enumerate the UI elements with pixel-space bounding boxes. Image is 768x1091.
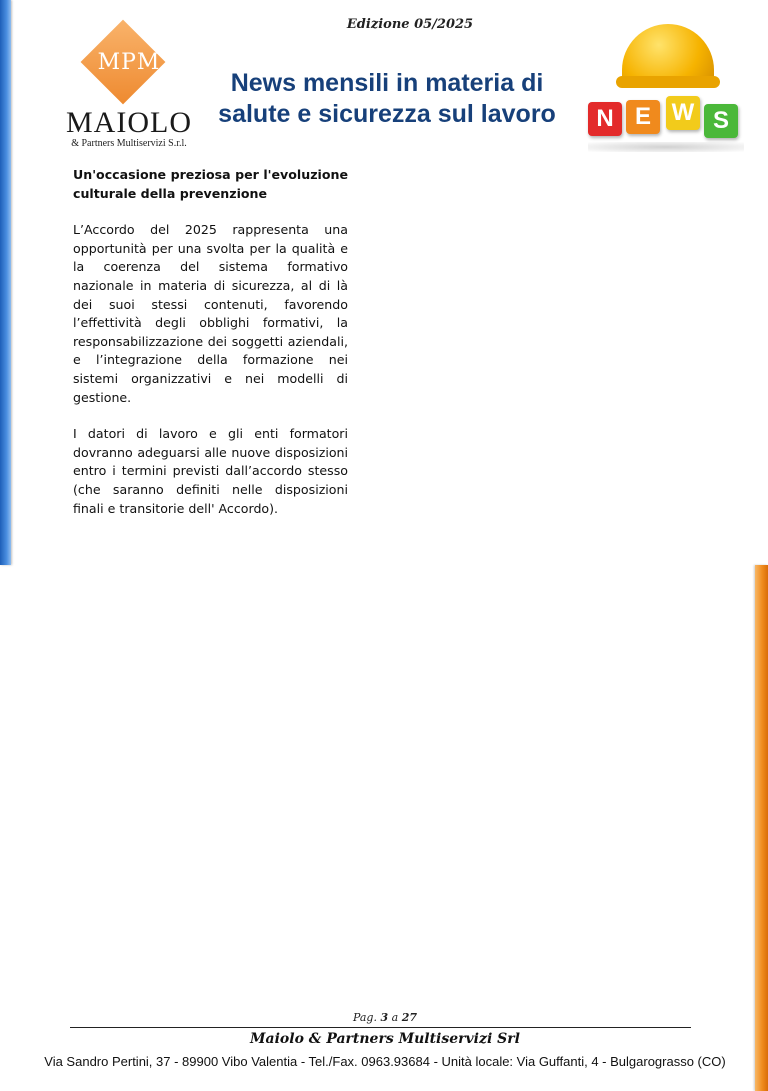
news-cube-s: S — [704, 104, 738, 138]
company-logo — [62, 22, 196, 150]
footer-company: Maiolo & Partners Multiservizi Srl — [250, 1031, 520, 1047]
page-current: 3 — [380, 1011, 389, 1024]
helmet-brim — [616, 76, 720, 88]
footer-address: Via Sandro Pertini, 37 - 89900 Vibo Valentia - Tel./Fax. 0963.93684 - Unità locale: Via Guffanti, 4 - Bulgarograsso (CO) — [44, 1054, 726, 1069]
article-heading: Un'occasione preziosa per l'evoluzione culturale della prevenzione — [73, 167, 348, 201]
news-cube-w: W — [666, 96, 700, 130]
right-accent-bar — [755, 565, 768, 1091]
page-title-line-1: News mensili in materia di — [230, 69, 544, 97]
footer-divider — [70, 1027, 691, 1028]
article-paragraph-2: I datori di lavoro e gli enti formatori dovranno adeguarsi alle nuove disposizioni entro i termini previsti dall’accordo stesso (che saranno definiti nelle disposizioni finali e transitorie dell' Accordo). — [73, 426, 348, 516]
page-number — [330, 1011, 440, 1024]
article-column — [73, 166, 348, 536]
logo-mark: MPM — [97, 50, 161, 75]
news-graphic — [582, 18, 750, 158]
news-shadow — [588, 142, 744, 152]
article-paragraph-1: L’Accordo del 2025 rappresenta una opportunità per una svolta per la qualità e la coerenza del sistema formativo nazionale in materia di sicurezza, al di là dei suoi stessi contenuti, favorendo l’effettività degli obblighi formativi, la responsabilizzazione dei soggetti aziendali, e l’integrazione della formazione nei sistemi organizzativi e nei modelli di gestione. — [73, 222, 348, 405]
page-prefix: Pag. — [352, 1011, 377, 1024]
page-title — [206, 68, 568, 130]
news-cube-n: N — [588, 102, 622, 136]
page-title-line-2: salute e sicurezza sul lavoro — [218, 100, 556, 128]
logo-subtitle: & Partners Multiservizi S.r.l. — [71, 138, 187, 149]
news-cube-e: E — [626, 100, 660, 134]
edition-label: Edizione 05/2025 — [346, 17, 474, 32]
page-sep: a — [391, 1011, 399, 1024]
left-accent-bar — [0, 0, 11, 565]
logo-name: MAIOLO — [66, 106, 192, 139]
page-total: 27 — [401, 1011, 418, 1024]
helmet-icon — [622, 24, 714, 84]
